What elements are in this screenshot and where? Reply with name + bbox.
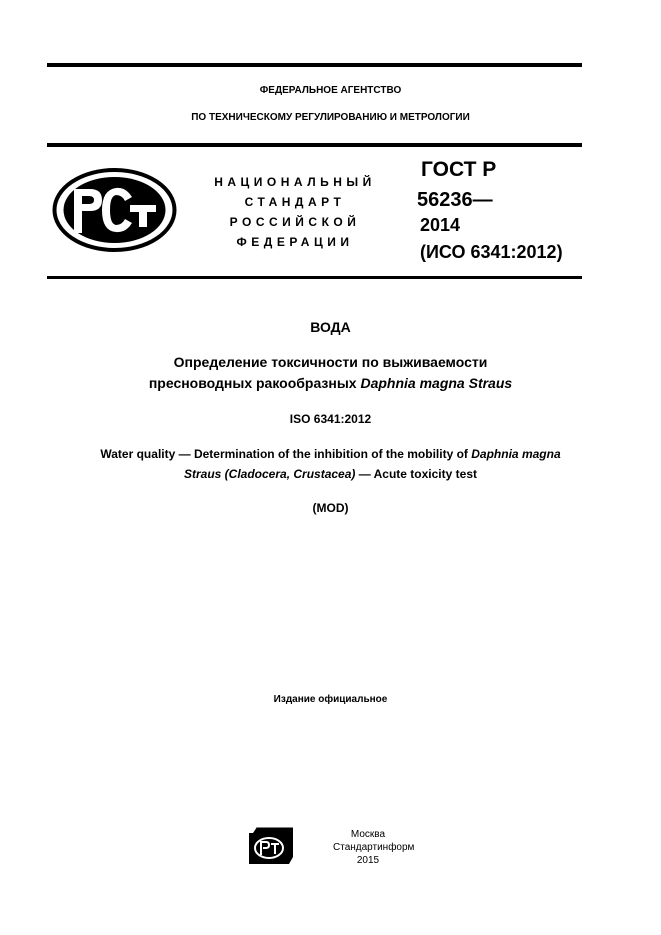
publisher-year: 2015: [356, 855, 380, 866]
publisher-name: Стандартинформ: [333, 842, 415, 853]
standartinform-logo-icon: [249, 827, 293, 870]
document-title: ВОДА: [310, 319, 351, 335]
document-subtitle: [0, 352, 661, 394]
header-rule: [47, 143, 582, 147]
gost-line-4: (ИСО 6341:2012): [420, 242, 563, 262]
english-line-2-species: Straus (Cladocera, Crustacea): [184, 467, 356, 481]
english-title: [0, 444, 661, 484]
rst-logo-icon: [52, 167, 177, 258]
official-edition-label: Издание официальное: [273, 694, 388, 705]
modification-label: (MOD): [312, 501, 349, 515]
subtitle-line-2-text: пресноводных ракообразных: [148, 375, 361, 391]
publisher-info: [333, 828, 415, 867]
top-rule: [47, 63, 582, 67]
national-line-1: НАЦИОНАЛЬНЫЙ: [214, 175, 376, 189]
national-standard-label: [205, 172, 385, 252]
gost-line-1: ГОСТ Р: [421, 158, 497, 181]
subtitle-line-1: Определение токсичности по выживаемости: [173, 354, 488, 370]
english-line-2: [0, 464, 661, 484]
iso-reference: ISO 6341:2012: [289, 412, 372, 426]
publisher-city: Москва: [350, 829, 386, 840]
subtitle-line-2: [0, 373, 661, 394]
english-line-1-species: Daphnia magna: [471, 447, 561, 461]
subtitle-species: Daphnia magna Straus: [360, 375, 513, 391]
english-line-1: [0, 444, 661, 464]
gost-line-3: 2014: [420, 215, 461, 235]
agency-line-1: ФЕДЕРАЛЬНОЕ АГЕНТСТВО: [259, 85, 402, 96]
english-line-1-text: Water quality — Determination of the inhibition of the mobility of: [100, 447, 472, 461]
english-line-2-text: — Acute toxicity test: [355, 467, 477, 481]
gost-line-2: 56236—: [417, 189, 493, 211]
national-line-3: РОССИЙСКОЙ: [229, 215, 361, 229]
standard-block-rule: [47, 276, 582, 279]
national-line-4: ФЕДЕРАЦИИ: [236, 235, 354, 249]
national-line-2: СТАНДАРТ: [244, 195, 346, 209]
agency-line-2: ПО ТЕХНИЧЕСКОМУ РЕГУЛИРОВАНИЮ И МЕТРОЛОГИИ: [191, 112, 470, 123]
